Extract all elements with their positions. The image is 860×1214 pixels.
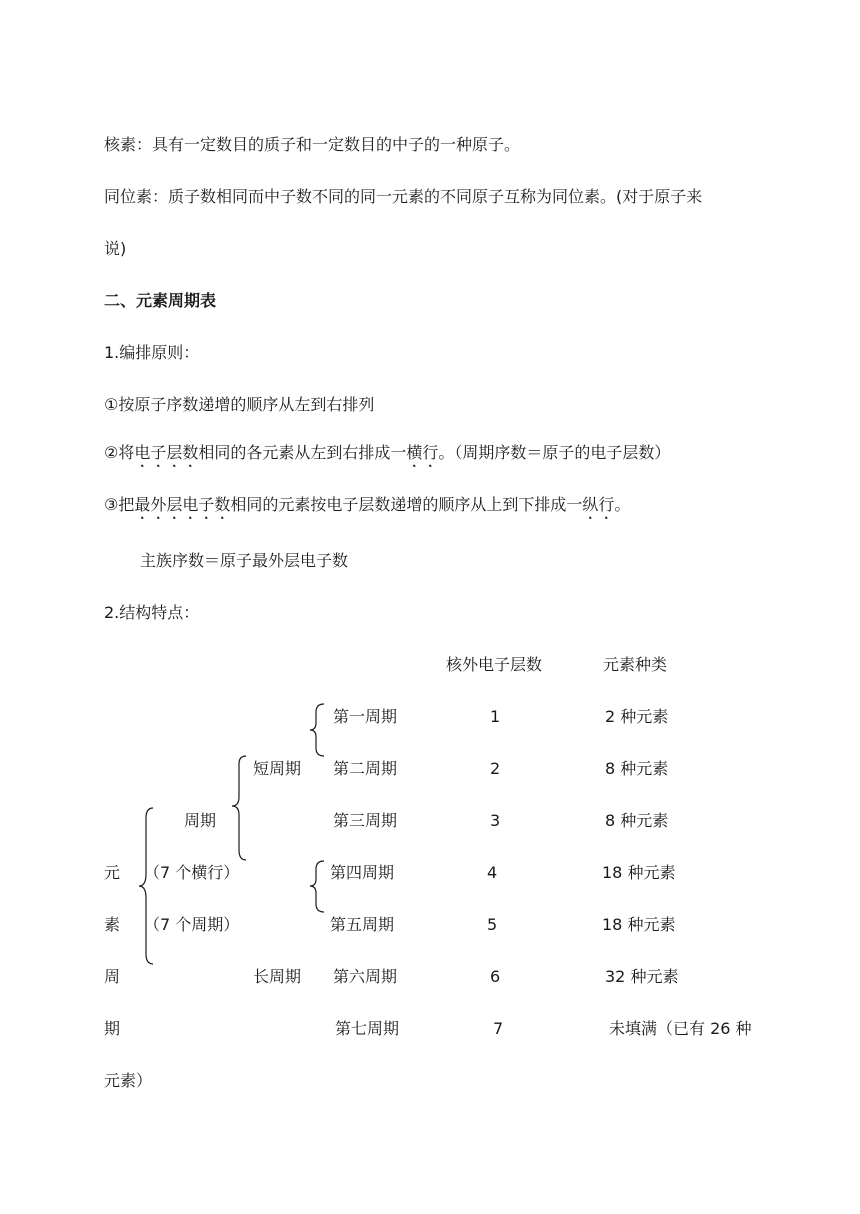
period-4-layers: 4 <box>487 863 498 882</box>
period-7-label: 第七周期 <box>335 1019 400 1038</box>
period-1-kinds: 2 种元素 <box>605 707 669 726</box>
root-char-4: 期 <box>104 1019 121 1038</box>
period-5-kinds: 18 种元素 <box>602 915 676 934</box>
short-period-label: 短周期 <box>253 759 302 778</box>
period-6-layers: 6 <box>490 967 501 986</box>
rule-3-emphasis-column: 纵行 <box>582 495 615 514</box>
seven-periods-note: （7 个周期） <box>144 915 240 934</box>
rule-2-suffix: 。（周期序数＝原子的电子层数） <box>438 443 671 462</box>
period-label: 周期 <box>184 811 217 830</box>
rule-3-emphasis-outer-electrons: 最外层电子数 <box>134 495 231 514</box>
rule-3-middle: 相同的元素按电子层数递增的顺序从上到下排成一 <box>230 495 583 514</box>
brace-periodic-table <box>139 808 153 964</box>
rule-1: ①按原子序数递增的顺序从左到右排列 <box>104 395 375 414</box>
period-3-label: 第三周期 <box>333 811 398 830</box>
period-3-kinds: 8 种元素 <box>605 811 669 830</box>
rule-2-emphasis-layers: 电子层数 <box>134 443 199 462</box>
period-7-layers: 7 <box>493 1019 504 1038</box>
rule-2-prefix: ②将 <box>104 443 135 462</box>
period-3-layers: 3 <box>490 811 501 830</box>
period-5-label: 第五周期 <box>330 915 395 934</box>
isotope-definition-line2: 说) <box>104 239 127 258</box>
brace-period-4-5 <box>310 861 324 912</box>
header-element-kinds: 元素种类 <box>603 655 668 674</box>
rules-title: 1.编排原则： <box>104 343 200 362</box>
period-4-label: 第四周期 <box>330 863 395 882</box>
rule-2-emphasis-row: 横行 <box>406 443 439 462</box>
period-6-label: 第六周期 <box>333 967 398 986</box>
rule-3-prefix: ③把 <box>104 495 135 514</box>
root-char-3: 周 <box>104 967 121 986</box>
period-4-kinds: 18 种元素 <box>602 863 676 882</box>
long-period-label: 长周期 <box>253 967 302 986</box>
header-electron-layers: 核外电子层数 <box>446 655 543 674</box>
seven-rows-note: （7 个横行） <box>144 863 240 882</box>
structure-title: 2.结构特点： <box>104 603 200 622</box>
brace-short-period <box>232 756 246 860</box>
isotope-definition-line1: 同位素：质子数相同而中子数不同的同一元素的不同原子互称为同位素。(对于原子来 <box>104 187 703 206</box>
root-char-2: 素 <box>104 915 121 934</box>
brace-period-1-2 <box>310 704 324 756</box>
period-7-kinds-continued: 元素） <box>104 1071 153 1090</box>
period-7-kinds: 未填满（已有 26 种 <box>609 1019 752 1038</box>
period-2-kinds: 8 种元素 <box>605 759 669 778</box>
main-group-note: 主族序数＝原子最外层电子数 <box>140 551 349 570</box>
period-1-label: 第一周期 <box>333 707 398 726</box>
period-2-label: 第二周期 <box>333 759 398 778</box>
section-title: 二、元素周期表 <box>104 291 217 310</box>
rule-2-middle: 相同的各元素从左到右排成一 <box>198 443 407 462</box>
period-1-layers: 1 <box>490 707 501 726</box>
nuclide-definition: 核素：具有一定数目的质子和一定数目的中子的一种原子。 <box>104 135 521 154</box>
root-char-1: 元 <box>104 863 121 882</box>
period-5-layers: 5 <box>487 915 498 934</box>
period-2-layers: 2 <box>490 759 501 778</box>
period-6-kinds: 32 种元素 <box>605 967 679 986</box>
rule-3-suffix: 。 <box>614 495 631 514</box>
